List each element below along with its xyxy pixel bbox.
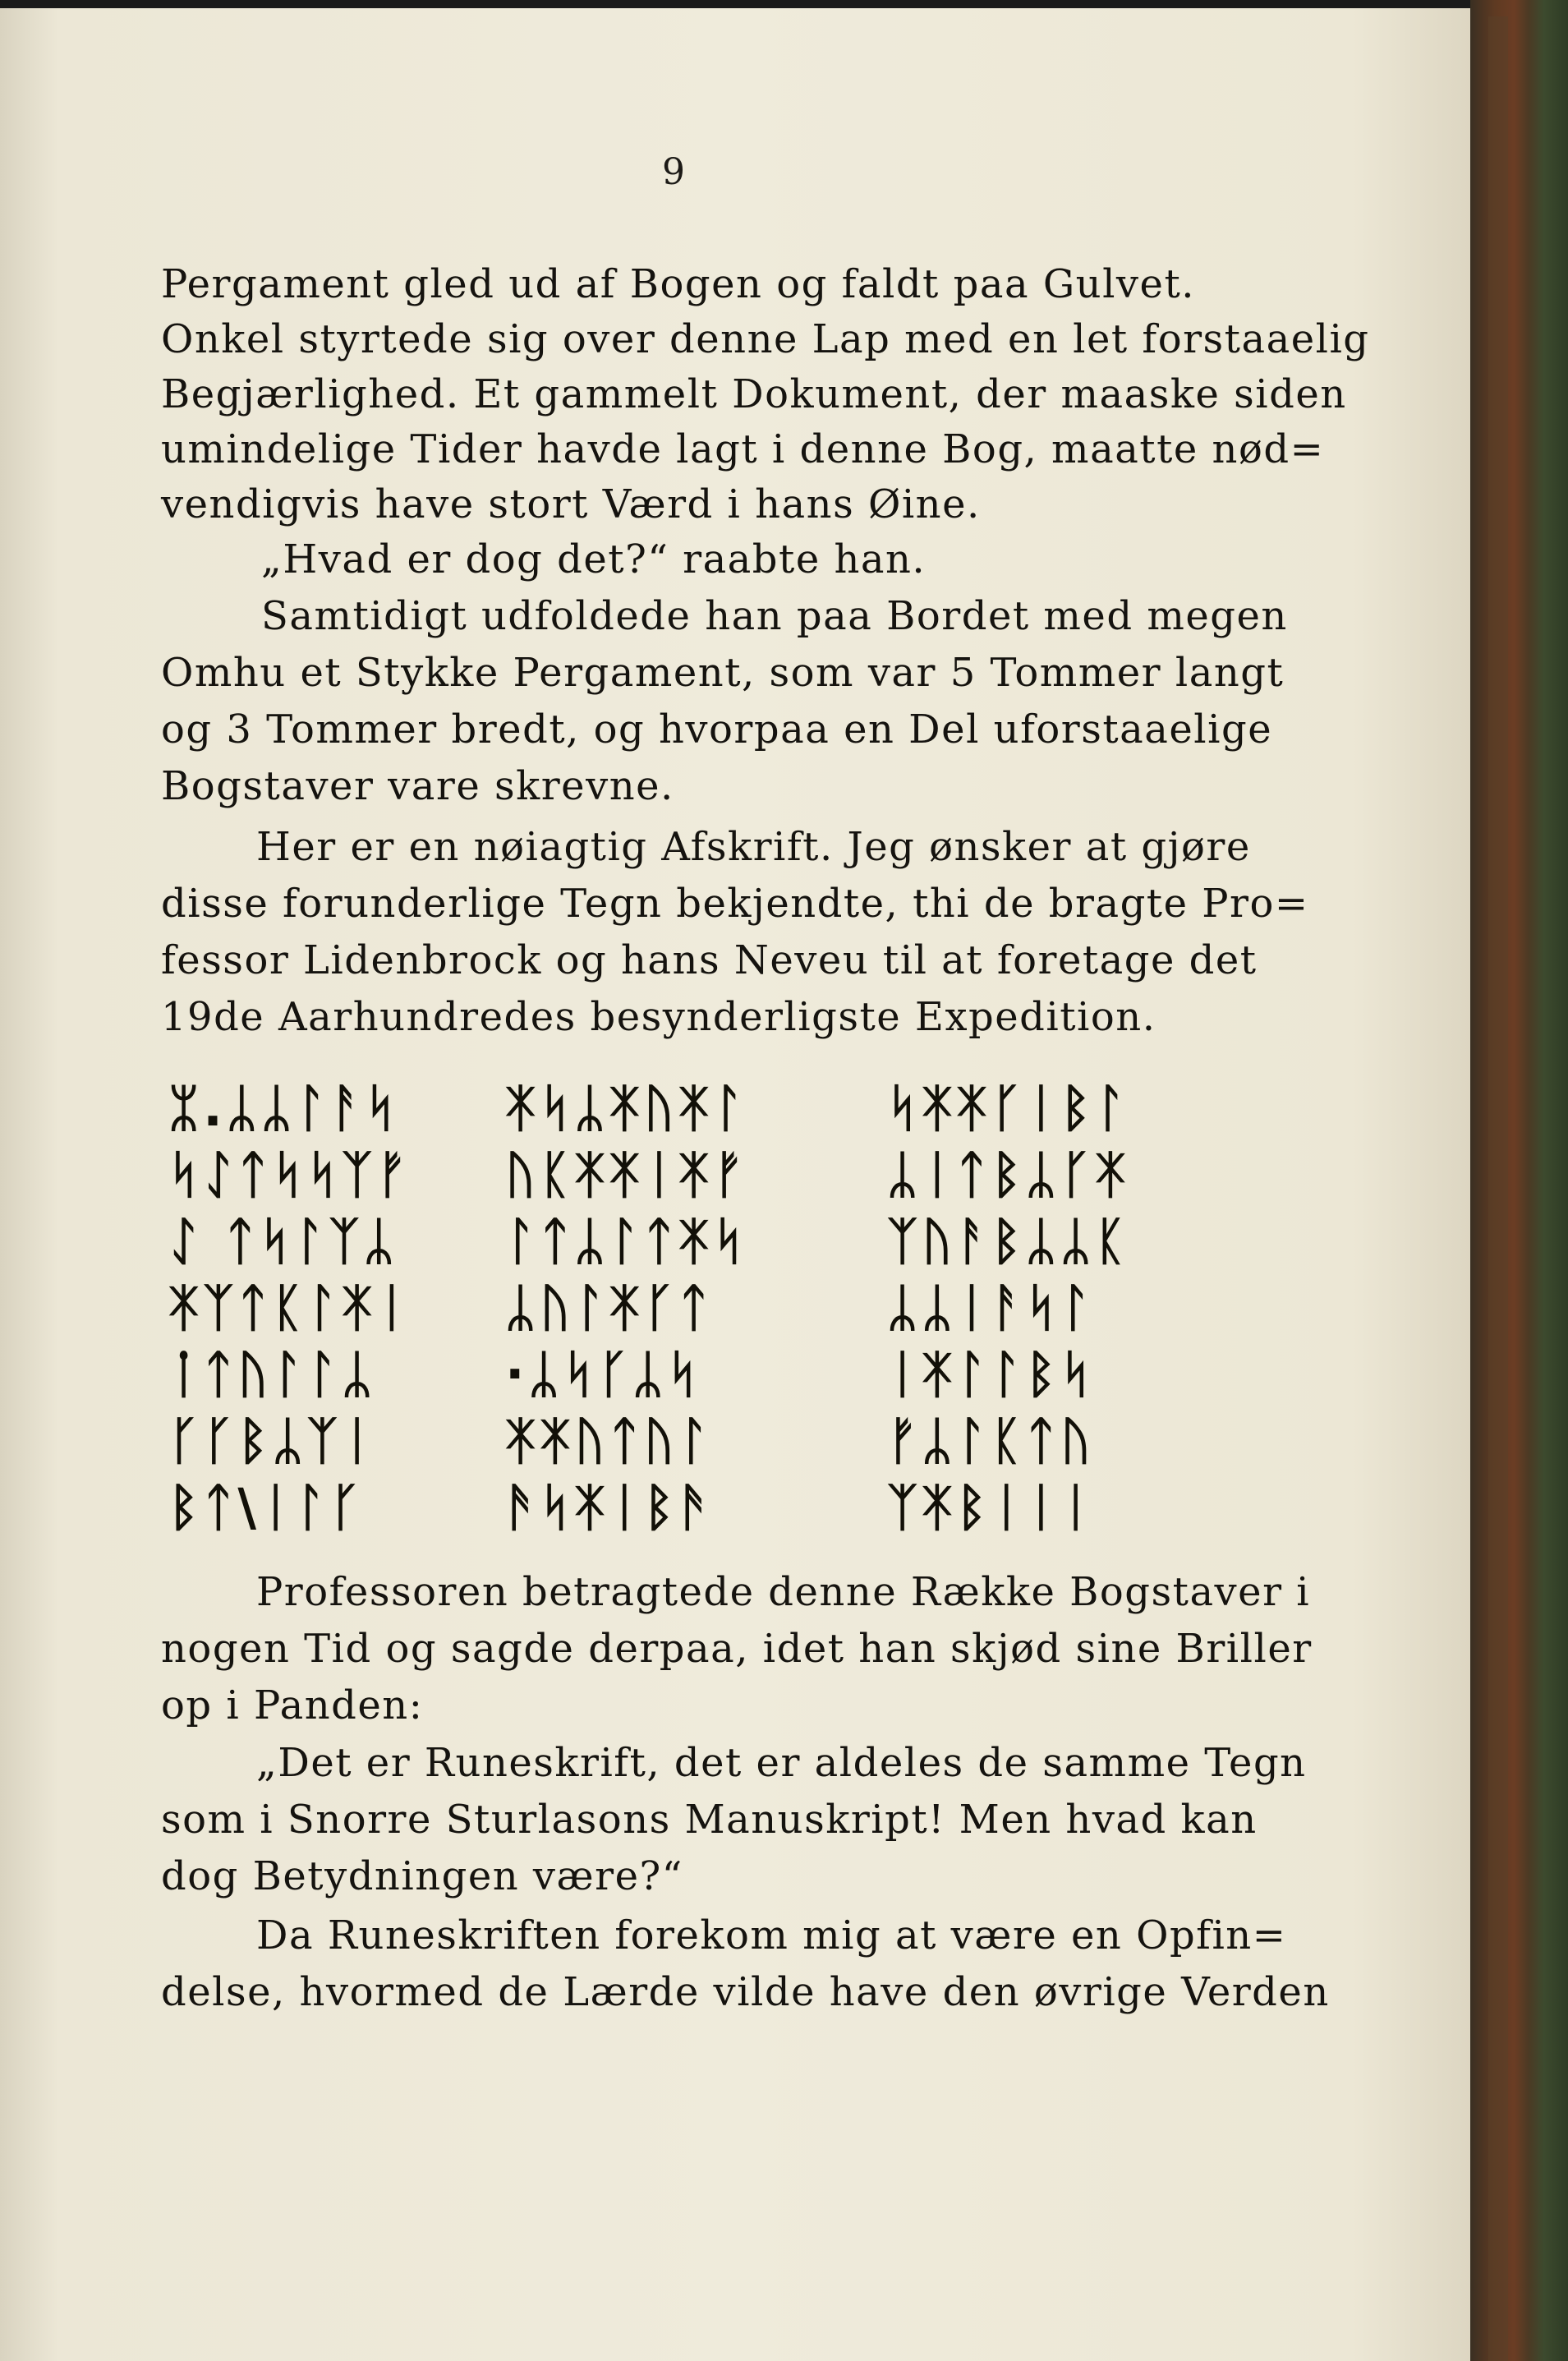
book-cover-edge	[1470, 0, 1568, 2361]
text-line: vendigvis have stort Værd i hans Øine.	[161, 481, 981, 527]
rune-line: ᛦᛦᛁᚨᛋᛚ	[887, 1277, 1096, 1337]
text-line: umindelige Tider havde lagt i denne Bog, maatte nød=	[161, 426, 1325, 472]
rune-line: ᛇ ᛏᛋᛚᛉᛦ	[168, 1211, 398, 1271]
text-line: fessor Lidenbrock og hans Neveu til at foretage det	[161, 937, 1258, 983]
text-line: Bogstaver vare skrevne.	[161, 763, 674, 809]
text-line: Omhu et Stykke Pergament, som var 5 Tommer langt	[161, 650, 1285, 696]
rune-line: ᛉᚢᚨᛒᛦᛦᛕ	[887, 1211, 1130, 1271]
rune-line: ᚫᛋᛡᛁᛒᚫ	[505, 1477, 714, 1537]
rune-line: ᛒᛏ\ᛁᛚᚴ	[168, 1477, 365, 1537]
text-line: som i Snorre Sturlasons Manuskript! Men hvad kan	[161, 1797, 1258, 1843]
rune-line: ᚴᚴᛒᛦᛉᛁ	[168, 1411, 377, 1470]
rune-line: ᛙᛏᚢᛚᛚᛦ	[168, 1344, 377, 1404]
text-line: Samtidigt udfoldede han paa Bordet med megen	[261, 593, 1288, 639]
text-line: 19de Aarhundredes besynderligste Expedition.	[161, 994, 1156, 1040]
text-line: Professoren betragtede denne Række Bogstaver i	[256, 1569, 1311, 1615]
rune-line: ·ᛦᛋᚴᛦᛋ	[505, 1344, 702, 1404]
text-line: Onkel styrtede sig over denne Lap med en let forstaaelig	[161, 316, 1370, 362]
rune-line: ᛯ.ᛦᛦᛚᚨᛋ	[168, 1078, 400, 1138]
text-line: og 3 Tommer bredt, og hvorpaa en Del uforstaaelige	[161, 706, 1273, 752]
text-line: delse, hvormed de Lærde vilde have den øvrige Verden	[161, 1969, 1330, 2015]
rune-line: ᛉᛡᛒᛁᛁᛁ	[887, 1477, 1096, 1537]
text-line: „Det er Runeskrift, det er aldeles de samme Tegn	[256, 1740, 1307, 1786]
rune-line: ᛋᛡᛡᚴᛁᛒᛚ	[887, 1078, 1130, 1138]
rune-line: ᛡᛡᚢᛏᚢᛚ	[505, 1411, 714, 1470]
rune-line: ᛡᛉᛏᛕᛚᛡᛁ	[168, 1277, 412, 1337]
rune-line: ᚠᛦᛚᛕᛏᚢ	[887, 1411, 1096, 1470]
cover-binding-strip	[1488, 16, 1508, 2361]
rune-line: ᛦᛁᛏᛒᛦᚴᛡ	[887, 1144, 1130, 1204]
text-line: Da Runeskriften forekom mig at være en Opfin=	[256, 1912, 1287, 1958]
rune-line: ᛚᛏᛦᛚᛏᛡᛋ	[505, 1211, 748, 1271]
rune-line: ᛁᛡᛚᛚᛒᛋ	[887, 1344, 1096, 1404]
text-line: Pergament gled ud af Bogen og faldt paa Gulvet.	[161, 261, 1195, 307]
text-line: Her er en nøiagtig Afskrift. Jeg ønsker at gjøre	[256, 824, 1251, 870]
rune-line: ᛦᚢᛚᛡᚴᛏ	[505, 1277, 714, 1337]
text-line: nogen Tid og sagde derpaa, idet han skjød sine Briller	[161, 1626, 1313, 1672]
text-line: dog Betydningen være?“	[161, 1853, 683, 1899]
text-line: op i Panden:	[161, 1682, 424, 1728]
page-number: 9	[662, 151, 685, 193]
text-line: Begjærlighed. Et gammelt Dokument, der maaske siden	[161, 371, 1347, 417]
rune-line: ᚢᛕᛡᛡᛁᛡᚠ	[505, 1144, 748, 1204]
text-line: „Hvad er dog det?“ raabte han.	[261, 536, 927, 582]
rune-line: ᛋᛇᛏᛋᛋᛉᚠ	[168, 1144, 412, 1204]
rune-line: ᛡᛋᛦᛡᚢᛡᛚ	[505, 1078, 748, 1138]
text-line: disse forunderlige Tegn bekjendte, thi de bragte Pro=	[161, 881, 1309, 927]
